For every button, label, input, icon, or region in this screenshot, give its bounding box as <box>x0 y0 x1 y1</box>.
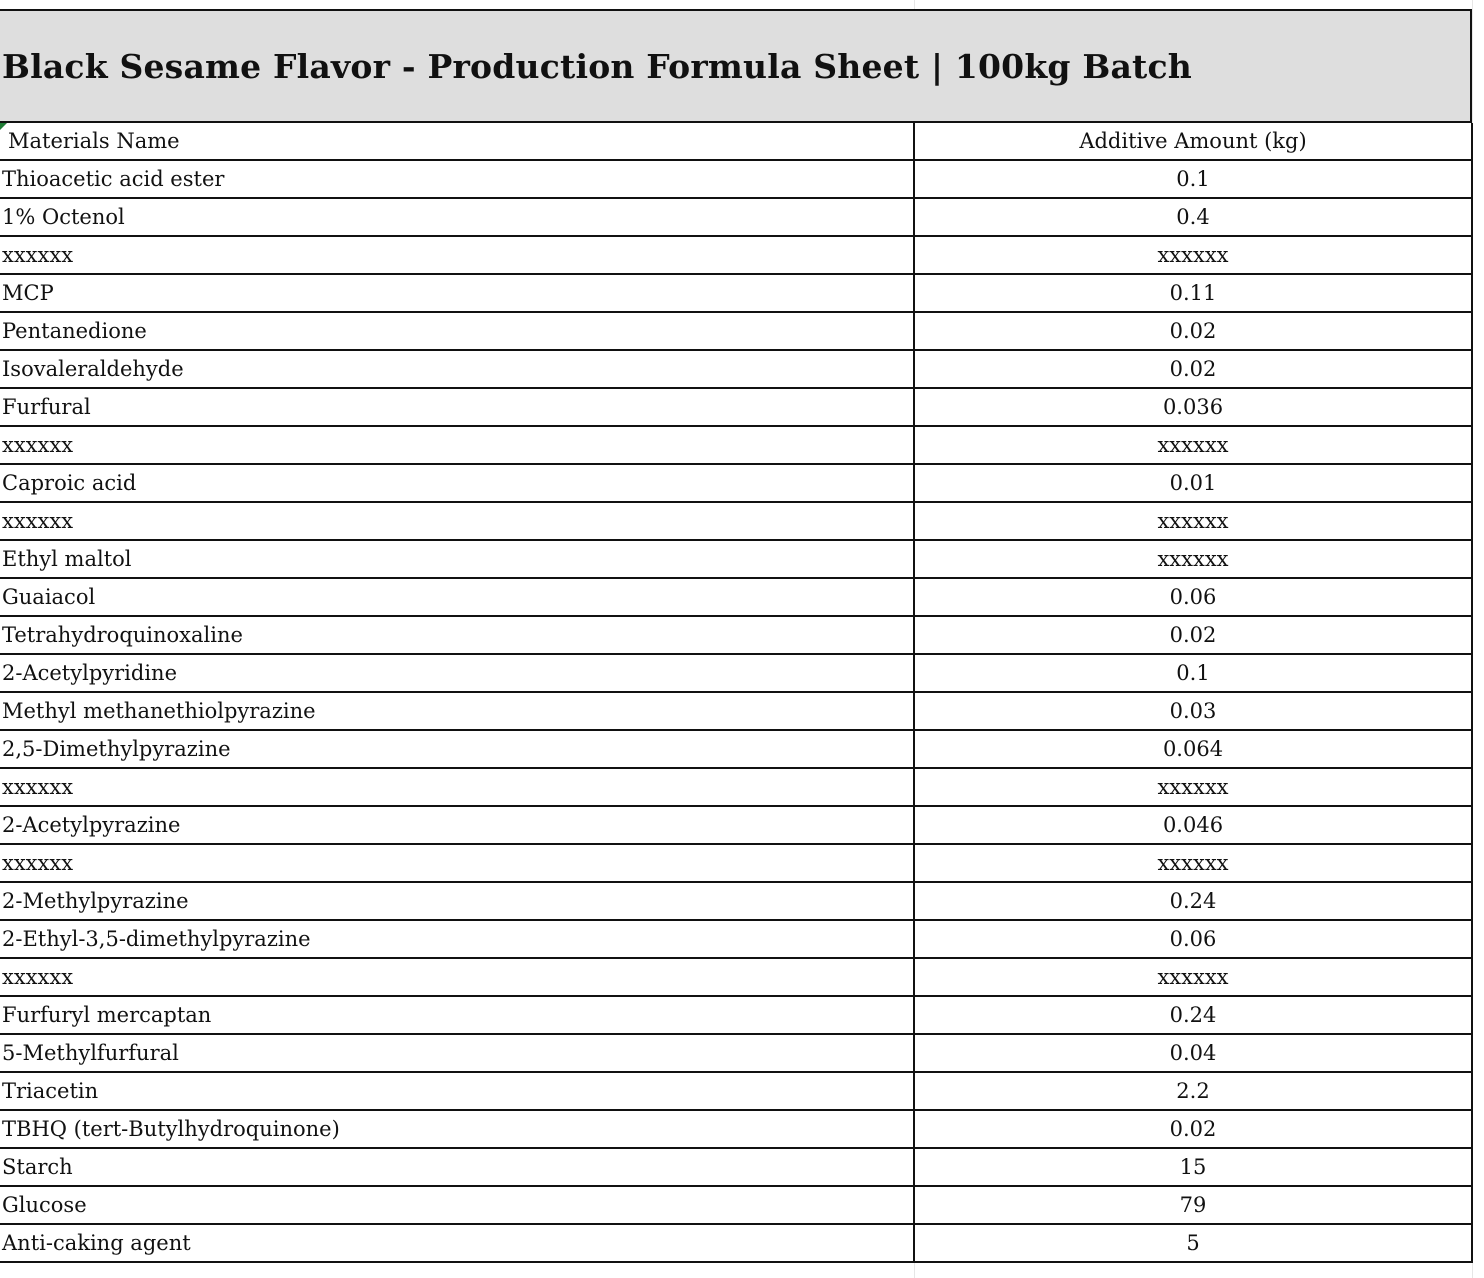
material-name-cell[interactable]: xxxxxx <box>0 958 914 996</box>
material-name-cell[interactable]: Anti-caking agent <box>0 1224 914 1262</box>
table-row <box>0 768 1472 806</box>
header-materials-name[interactable]: Materials Name <box>0 123 914 160</box>
header-additive-amount[interactable]: Additive Amount (kg) <box>914 123 1472 160</box>
material-name-cell[interactable]: xxxxxx <box>0 502 914 540</box>
sheet-title: Black Sesame Flavor - Production Formula Sheet | 100kg Batch <box>2 46 1192 86</box>
table-row <box>0 882 1472 920</box>
table-row <box>0 844 1472 882</box>
table-row <box>0 1148 1472 1186</box>
table-row <box>0 1072 1472 1110</box>
table-row <box>0 502 1472 540</box>
table-row <box>0 160 1472 198</box>
material-name-cell[interactable]: Ethyl maltol <box>0 540 914 578</box>
material-name-cell[interactable]: Furfural <box>0 388 914 426</box>
additive-amount-cell[interactable]: 0.1 <box>914 160 1472 198</box>
additive-amount-cell[interactable]: 0.03 <box>914 692 1472 730</box>
header-row <box>0 123 1472 160</box>
additive-amount-cell[interactable]: 0.01 <box>914 464 1472 502</box>
material-name-cell[interactable]: MCP <box>0 274 914 312</box>
table-row <box>0 388 1472 426</box>
material-name-cell[interactable]: Methyl methanethiolpyrazine <box>0 692 914 730</box>
additive-amount-cell[interactable]: 0.04 <box>914 1034 1472 1072</box>
material-name-cell[interactable]: Isovaleraldehyde <box>0 350 914 388</box>
additive-amount-cell[interactable]: 0.02 <box>914 1110 1472 1148</box>
additive-amount-cell[interactable]: xxxxxx <box>914 502 1472 540</box>
material-name-cell[interactable]: Triacetin <box>0 1072 914 1110</box>
table-row <box>0 274 1472 312</box>
additive-amount-cell[interactable]: 5 <box>914 1224 1472 1262</box>
table-row <box>0 920 1472 958</box>
additive-amount-cell[interactable]: xxxxxx <box>914 768 1472 806</box>
material-name-cell[interactable]: 5-Methylfurfural <box>0 1034 914 1072</box>
material-name-cell[interactable]: 2-Acetylpyrazine <box>0 806 914 844</box>
material-name-cell[interactable]: Starch <box>0 1148 914 1186</box>
table-row <box>0 540 1472 578</box>
table-row <box>0 1110 1472 1148</box>
additive-amount-cell[interactable]: xxxxxx <box>914 540 1472 578</box>
additive-amount-cell[interactable]: 0.4 <box>914 198 1472 236</box>
material-name-cell[interactable]: Caproic acid <box>0 464 914 502</box>
table-row <box>0 958 1472 996</box>
table-row <box>0 1224 1472 1262</box>
cell-indicator-icon <box>0 123 7 130</box>
table-row <box>0 806 1472 844</box>
material-name-cell[interactable]: Furfuryl mercaptan <box>0 996 914 1034</box>
material-name-cell[interactable]: 1% Octenol <box>0 198 914 236</box>
table-row <box>0 616 1472 654</box>
title-cell[interactable] <box>0 9 1472 123</box>
additive-amount-cell[interactable]: xxxxxx <box>914 958 1472 996</box>
additive-amount-cell[interactable]: 0.02 <box>914 350 1472 388</box>
material-name-cell[interactable]: 2-Ethyl-3,5-dimethylpyrazine <box>0 920 914 958</box>
material-name-cell[interactable]: Guaiacol <box>0 578 914 616</box>
table-row <box>0 426 1472 464</box>
additive-amount-cell[interactable]: 79 <box>914 1186 1472 1224</box>
material-name-cell[interactable]: xxxxxx <box>0 844 914 882</box>
material-name-cell[interactable]: xxxxxx <box>0 236 914 274</box>
table-row <box>0 1186 1472 1224</box>
table-row <box>0 996 1472 1034</box>
material-name-cell[interactable]: 2-Acetylpyridine <box>0 654 914 692</box>
table-row <box>0 312 1472 350</box>
additive-amount-cell[interactable]: 0.11 <box>914 274 1472 312</box>
additive-amount-cell[interactable]: 0.24 <box>914 882 1472 920</box>
additive-amount-cell[interactable]: 0.24 <box>914 996 1472 1034</box>
formula-sheet <box>0 9 1472 1263</box>
table-row <box>0 198 1472 236</box>
additive-amount-cell[interactable]: xxxxxx <box>914 236 1472 274</box>
material-name-cell[interactable]: Thioacetic acid ester <box>0 160 914 198</box>
material-name-cell[interactable]: Pentanedione <box>0 312 914 350</box>
additive-amount-cell[interactable]: 0.06 <box>914 578 1472 616</box>
additive-amount-cell[interactable]: 0.02 <box>914 616 1472 654</box>
additive-amount-cell[interactable]: xxxxxx <box>914 426 1472 464</box>
additive-amount-cell[interactable]: 2.2 <box>914 1072 1472 1110</box>
table-row <box>0 730 1472 768</box>
formula-table <box>0 123 1473 1263</box>
additive-amount-cell[interactable]: xxxxxx <box>914 844 1472 882</box>
additive-amount-cell[interactable]: 15 <box>914 1148 1472 1186</box>
table-row <box>0 692 1472 730</box>
table-row <box>0 350 1472 388</box>
table-row <box>0 1034 1472 1072</box>
table-row <box>0 236 1472 274</box>
additive-amount-cell[interactable]: 0.064 <box>914 730 1472 768</box>
material-name-cell[interactable]: Glucose <box>0 1186 914 1224</box>
material-name-cell[interactable]: 2,5-Dimethylpyrazine <box>0 730 914 768</box>
additive-amount-cell[interactable]: 0.02 <box>914 312 1472 350</box>
material-name-cell[interactable]: xxxxxx <box>0 426 914 464</box>
material-name-cell[interactable]: TBHQ (tert-Butylhydroquinone) <box>0 1110 914 1148</box>
table-row <box>0 464 1472 502</box>
table-row <box>0 578 1472 616</box>
additive-amount-cell[interactable]: 0.1 <box>914 654 1472 692</box>
additive-amount-cell[interactable]: 0.036 <box>914 388 1472 426</box>
material-name-cell[interactable]: 2-Methylpyrazine <box>0 882 914 920</box>
additive-amount-cell[interactable]: 0.06 <box>914 920 1472 958</box>
additive-amount-cell[interactable]: 0.046 <box>914 806 1472 844</box>
material-name-cell[interactable]: Tetrahydroquinoxaline <box>0 616 914 654</box>
material-name-cell[interactable]: xxxxxx <box>0 768 914 806</box>
table-row <box>0 654 1472 692</box>
